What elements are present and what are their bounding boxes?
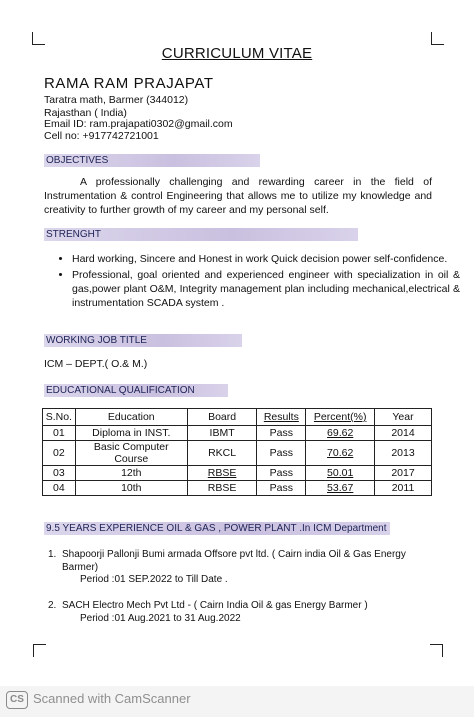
table-cell: 50.01: [306, 466, 375, 481]
table-cell: RBSE: [187, 466, 256, 481]
table-cell: 10th: [75, 481, 187, 496]
experience-company: Shapoorji Pallonji Bumi armada Offsore pvt ltd. ( Cairn india Oil & Gas Energy Barmer): [62, 549, 406, 573]
crop-mark-top-right: [431, 32, 444, 45]
table-cell: 2013: [375, 441, 432, 466]
table-cell: Pass: [257, 481, 306, 496]
job-title-text: ICM – DEPT.( O.& M.): [44, 358, 148, 370]
crop-mark-top-left: [32, 32, 45, 45]
table-cell: 2011: [375, 481, 432, 496]
table-cell: 2014: [375, 426, 432, 441]
experience-item-1: [48, 548, 442, 574]
table-cell: RBSE: [187, 481, 256, 496]
email-line: Email ID: ram.prajapati0302@gmail.com: [44, 118, 233, 130]
table-row: [43, 466, 432, 481]
table-cell: Basic Computer Course: [75, 441, 187, 466]
table-cell: 04: [43, 481, 76, 496]
table-cell: 70.62: [306, 441, 375, 466]
address-line-2: Rajasthan ( India): [44, 107, 127, 119]
experience-item-2: [48, 599, 442, 612]
table-cell: 03: [43, 466, 76, 481]
table-cell: Pass: [257, 426, 306, 441]
column-header: Board: [187, 409, 256, 426]
address-line-1: Taratra math, Barmer (344012): [44, 94, 189, 106]
scanner-watermark-text: Scanned with CamScanner: [33, 691, 191, 706]
table-cell: 2017: [375, 466, 432, 481]
table-cell: 69.62: [306, 426, 375, 441]
experience-company: SACH Electro Mech Pvt Ltd - ( Cairn India Oil & gas Energy Barmer ): [62, 600, 368, 611]
experience-period: Period :01 Aug.2021 to 31 Aug.2022: [80, 613, 241, 624]
objectives-text: A professionally challenging and rewarding career in the field of Instrumentation & control Engineering that allows me to utilize my knowledge and creativity to further growth of my career and my personal self.: [44, 176, 432, 216]
document-title: CURRICULUM VITAE: [161, 45, 313, 62]
table-cell: 53.67: [306, 481, 375, 496]
crop-mark-bottom-left: [33, 644, 46, 657]
objectives-heading: OBJECTIVES: [44, 154, 260, 167]
strength-heading: STRENGHT: [44, 228, 358, 241]
table-header-row: [43, 409, 432, 426]
table-row: [43, 481, 432, 496]
table-cell: IBMT: [187, 426, 256, 441]
education-table: [42, 408, 432, 496]
experience-number: 1.: [48, 549, 57, 560]
strength-item: • Professional, goal oriented and experienced engineer with specialization in oil & gas,power plant O&M, Integrity management plan including mechanical,electrical & instrumentation SCADA system .: [72, 268, 460, 310]
column-header: Year: [375, 409, 432, 426]
strength-list: [44, 252, 460, 312]
table-cell: 12th: [75, 466, 187, 481]
table-cell: RKCL: [187, 441, 256, 466]
table-row: [43, 441, 432, 466]
table-cell: 01: [43, 426, 76, 441]
column-header: Percent(%): [306, 409, 375, 426]
table-cell: Pass: [257, 441, 306, 466]
table-row: [43, 426, 432, 441]
column-header: S.No.: [43, 409, 76, 426]
job-title-heading: WORKING JOB TITLE: [44, 334, 242, 347]
table-cell: 02: [43, 441, 76, 466]
candidate-name: RAMA RAM PRAJAPAT: [44, 75, 214, 92]
column-header: Education: [75, 409, 187, 426]
strength-item: • Hard working, Sincere and Honest in work Quick decision power self-confidence.: [72, 252, 460, 266]
crop-mark-bottom-right: [430, 644, 443, 657]
experience-period: Period :01 SEP.2022 to Till Date .: [80, 574, 228, 585]
column-header: Results: [257, 409, 306, 426]
experience-heading: 9.5 YEARS EXPERIENCE OIL & GAS , POWER PLANT .In ICM Department: [44, 522, 390, 535]
cell-line: Cell no: +917742721001: [44, 130, 159, 142]
camscanner-logo: CS: [6, 691, 28, 709]
table-cell: Pass: [257, 466, 306, 481]
experience-number: 2.: [48, 600, 57, 611]
education-heading: EDUCATIONAL QUALIFICATION: [44, 384, 228, 397]
table-cell: Diploma in INST.: [75, 426, 187, 441]
